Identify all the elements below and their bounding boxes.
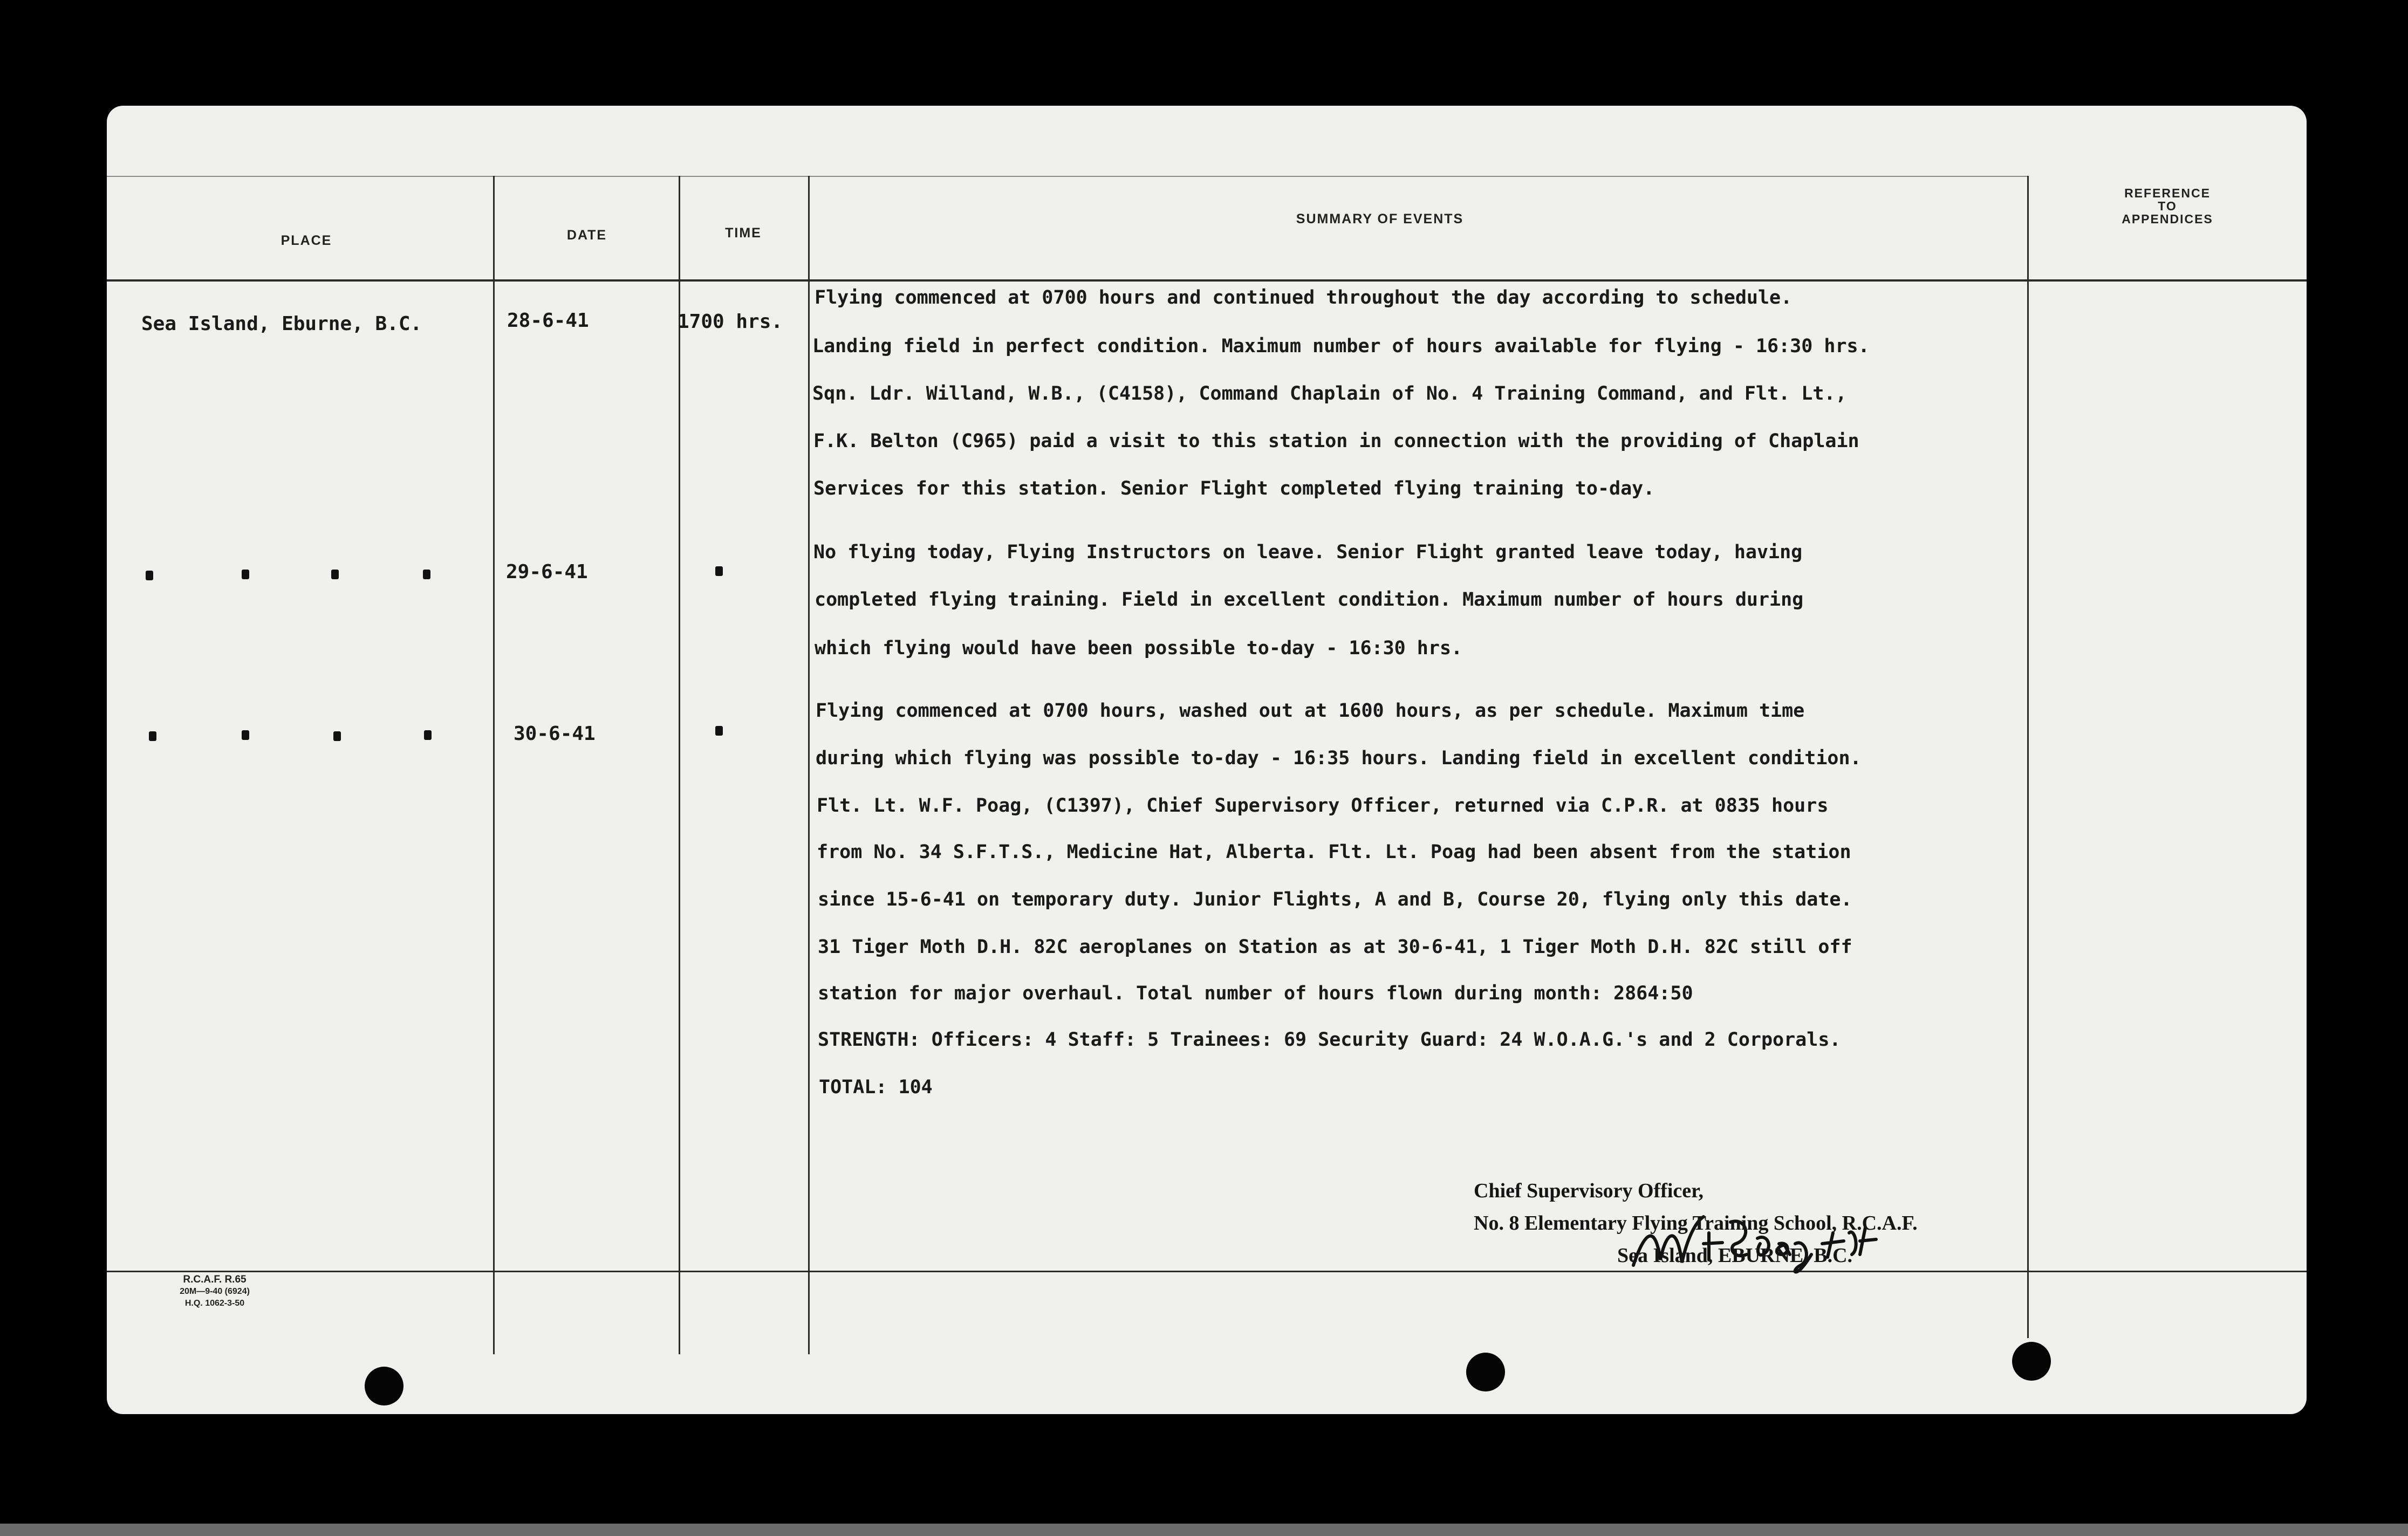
header-bottom-rule [107,279,2307,282]
time-column-header: TIME [725,225,762,241]
ditto-mark [149,731,156,741]
entry-3-strength-line: STRENGTH: Officers: 4 Staff: 5 Trainees: 69 Security Guard: 24 W.O.A.G.'s and 2 Corporals. [818,1029,1841,1051]
summary-column-header: SUMMARY OF EVENTS [1296,211,1464,227]
entry-1-line-4: F.K. Belton (C965) paid a visit to this station in connection with the providing of Chaplain [813,430,1859,452]
entry-2-date: 29-6-41 [506,561,588,583]
place-column-header: PLACE [281,233,332,248]
entry-1-line-1: Flying commenced at 0700 hours and continued throughout the day according to schedule. [815,287,1793,308]
entry-3-date: 30-6-41 [514,723,596,745]
punch-hole [365,1367,403,1405]
form-number: R.C.A.F. R.65 20M—9-40 (6924) H.Q. 1062-3-50 [180,1274,250,1308]
entry-3-line-3: Flt. Lt. W.F. Poag, (C1397), Chief Supervisory Officer, returned via C.P.R. at 0835 hours [817,795,1829,817]
entry-1-line-3: Sqn. Ldr. Willand, W.B., (C4158), Command Chaplain of No. 4 Training Command, and Flt. Lt., [812,383,1847,404]
entry-1-time: 1700 hrs. [678,311,783,333]
entry-1-place: Sea Island, Eburne, B.C. [141,313,422,335]
entry-1-line-2: Landing field in perfect condition. Maximum number of hours available for flying - 16:30 hrs. [812,335,1870,357]
ditto-mark [333,731,341,741]
ditto-mark [423,570,430,579]
entry-3-line-6: 31 Tiger Moth D.H. 82C aeroplanes on Station as at 30-6-41, 1 Tiger Moth D.H. 82C still off [818,936,1852,958]
diary-form-card [107,106,2307,1414]
signature-title-line-1: Chief Supervisory Officer, [1474,1180,1704,1202]
entry-3-line-5: since 15-6-41 on temporary duty. Junior Flights, A and B, Course 20, flying only this date. [818,889,1852,910]
entry-3-line-4: from No. 34 S.F.T.S., Medicine Hat, Alberta. Flt. Lt. Poag had been absent from the station [817,841,1851,863]
column-divider-date-time [679,176,680,1354]
punch-hole [1466,1353,1505,1391]
signature-title-line-3: Sea Island, EBURNE, B.C. [1617,1244,1853,1267]
entry-2-line-2: completed flying training. Field in excellent condition. Maximum number of hours during [815,589,1804,611]
entry-2-line-1: No flying today, Flying Instructors on leave. Senior Flight granted leave today, having [813,541,1803,563]
entry-3-line-2: during which flying was possible to-day - 16:35 hours. Landing field in excellent condition. [816,748,1862,769]
ditto-mark [242,570,249,579]
date-column-header: DATE [566,228,607,243]
entry-3-line-1: Flying commenced at 0700 hours, washed out at 1600 hours, as per schedule. Maximum time [816,700,1805,722]
ditto-mark-time [715,566,723,576]
form-bottom-rule [107,1271,2307,1272]
reference-column-header: REFERENCE TO APPENDICES [2122,186,2213,226]
ditto-mark [146,571,153,580]
entry-2-line-3: which flying would have been possible to-day - 16:30 hrs. [815,637,1463,659]
entry-1-line-5: Services for this station. Senior Flight completed flying training to-day. [813,478,1655,499]
column-divider-summary-reference [2027,176,2029,1338]
ditto-mark [424,730,432,740]
entry-1-date: 28-6-41 [507,310,589,332]
scanner-edge-strip [0,1524,2408,1536]
ditto-mark [331,570,339,579]
column-divider-place-date [493,176,495,1354]
header-top-rule [107,176,2027,177]
signature-title-line-2: No. 8 Elementary Flying Training School, R.C.A.F. [1474,1212,1918,1235]
ditto-mark-time [715,726,723,736]
column-divider-time-summary [808,176,810,1354]
ditto-mark [242,730,249,740]
punch-hole [2012,1342,2051,1381]
entry-3-total-line: TOTAL: 104 [819,1076,933,1098]
entry-3-line-7: station for major overhaul. Total number of hours flown during month: 2864:50 [818,983,1693,1004]
